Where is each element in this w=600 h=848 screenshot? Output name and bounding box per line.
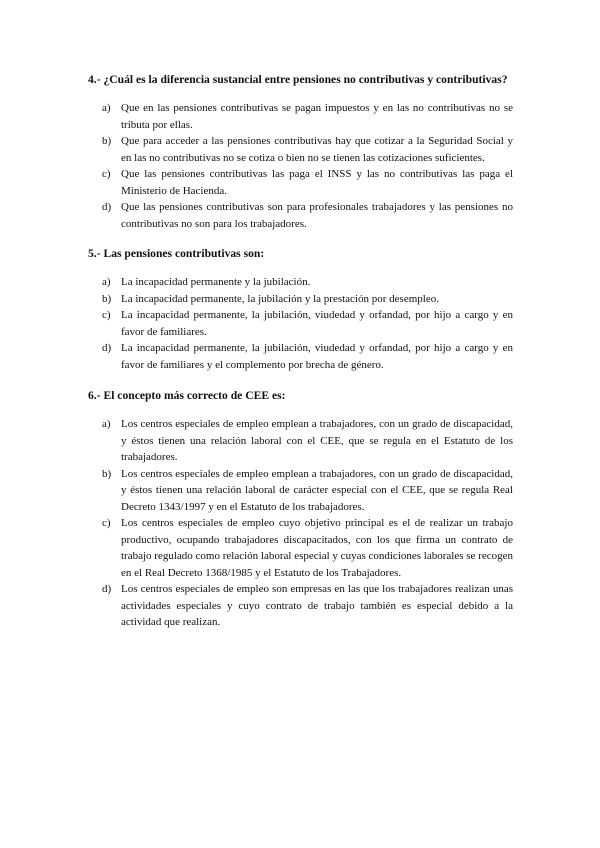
option-letter: d) — [102, 342, 112, 354]
option-c — [88, 166, 513, 199]
question-4 — [88, 71, 513, 232]
option-text: La incapacidad permanente y la jubilación. — [121, 276, 311, 288]
option-letter: b) — [102, 292, 112, 305]
option-text: La incapacidad permanente, la jubilación, viudedad y orfandad, por hijo a cargo y en favor de familiares y el complemento por brecha de género. — [121, 342, 513, 371]
option-d — [88, 340, 513, 373]
option-list — [88, 416, 513, 631]
option-letter: c) — [102, 517, 111, 529]
option-list — [88, 100, 513, 232]
option-c — [88, 307, 513, 340]
option-b — [88, 133, 513, 166]
option-letter: a) — [102, 418, 111, 430]
question-5 — [88, 245, 513, 373]
option-text: La incapacidad permanente, la jubilación, viudedad y orfandad, por hijo a cargo y en favor de familiares. — [121, 309, 513, 338]
option-letter: c) — [102, 168, 111, 180]
option-letter: a) — [102, 276, 111, 288]
question-title: 6.- El concepto más correcto de CEE es: — [88, 389, 286, 402]
option-letter: a) — [102, 102, 111, 114]
option-text: Los centros especiales de empleo emplean a trabajadores, con un grado de discapacidad, y éstos tienen una relación laboral con el CEE, que se regula en el Estatuto de los trabajadores. — [121, 418, 513, 463]
option-letter: b) — [102, 467, 112, 480]
option-letter: d) — [102, 583, 112, 595]
option-b — [88, 291, 513, 308]
option-text: Los centros especiales de empleo emplean a trabajadores, con un grado de discapacidad, y éstos tienen una relación laboral de carácter especial con el CEE, que se regula Real Decreto 1343/1997 y en el Estatuto de los trabajadores. — [121, 467, 513, 513]
question-title: 4.- ¿Cuál es la diferencia sustancial entre pensiones no contributivas y contributivas? — [88, 73, 508, 86]
option-a — [88, 274, 513, 291]
question-title: 5.- Las pensiones contributivas son: — [88, 247, 265, 260]
option-c — [88, 515, 513, 581]
option-letter: d) — [102, 201, 112, 213]
option-d — [88, 199, 513, 232]
document-content — [88, 71, 513, 631]
option-text: Los centros especiales de empleo cuyo objetivo principal es el de realizar un trabajo productivo, ocupando trabajadores discapacitados, con los que firma un contrato de trabajo regulado como relación laboral especial y cuyas condiciones laborales se recogen en el Real Decreto 1368/1985 y el Estatuto de los Trabajadores. — [121, 517, 513, 579]
option-letter: c) — [102, 309, 111, 321]
option-text: La incapacidad permanente, la jubilación y la prestación por desempleo. — [121, 292, 439, 305]
option-letter: b) — [102, 135, 112, 147]
question-6 — [88, 387, 513, 631]
option-text: Los centros especiales de empleo son empresas en las que los trabajadores realizan unas actividades especiales y cuyo contrato de trabajo también es especial debido a la actividad que realizan. — [121, 583, 513, 628]
option-text: Que para acceder a las pensiones contributivas hay que cotizar a la Seguridad Social y en las no contributivas no se cotiza o bien no se tienen las cotizaciones suficientes. — [121, 135, 513, 164]
option-text: Que las pensiones contributivas las paga el INSS y las no contributivas las paga el Ministerio de Hacienda. — [121, 168, 513, 197]
option-d — [88, 581, 513, 631]
option-a — [88, 416, 513, 466]
option-b — [88, 466, 513, 516]
option-text: Que en las pensiones contributivas se pagan impuestos y en las no contributivas no se tributa por ellas. — [121, 102, 513, 131]
option-text: Que las pensiones contributivas son para profesionales trabajadores y las pensiones no contributivas no son para los trabajadores. — [121, 201, 513, 230]
option-list — [88, 274, 513, 373]
option-a — [88, 100, 513, 133]
